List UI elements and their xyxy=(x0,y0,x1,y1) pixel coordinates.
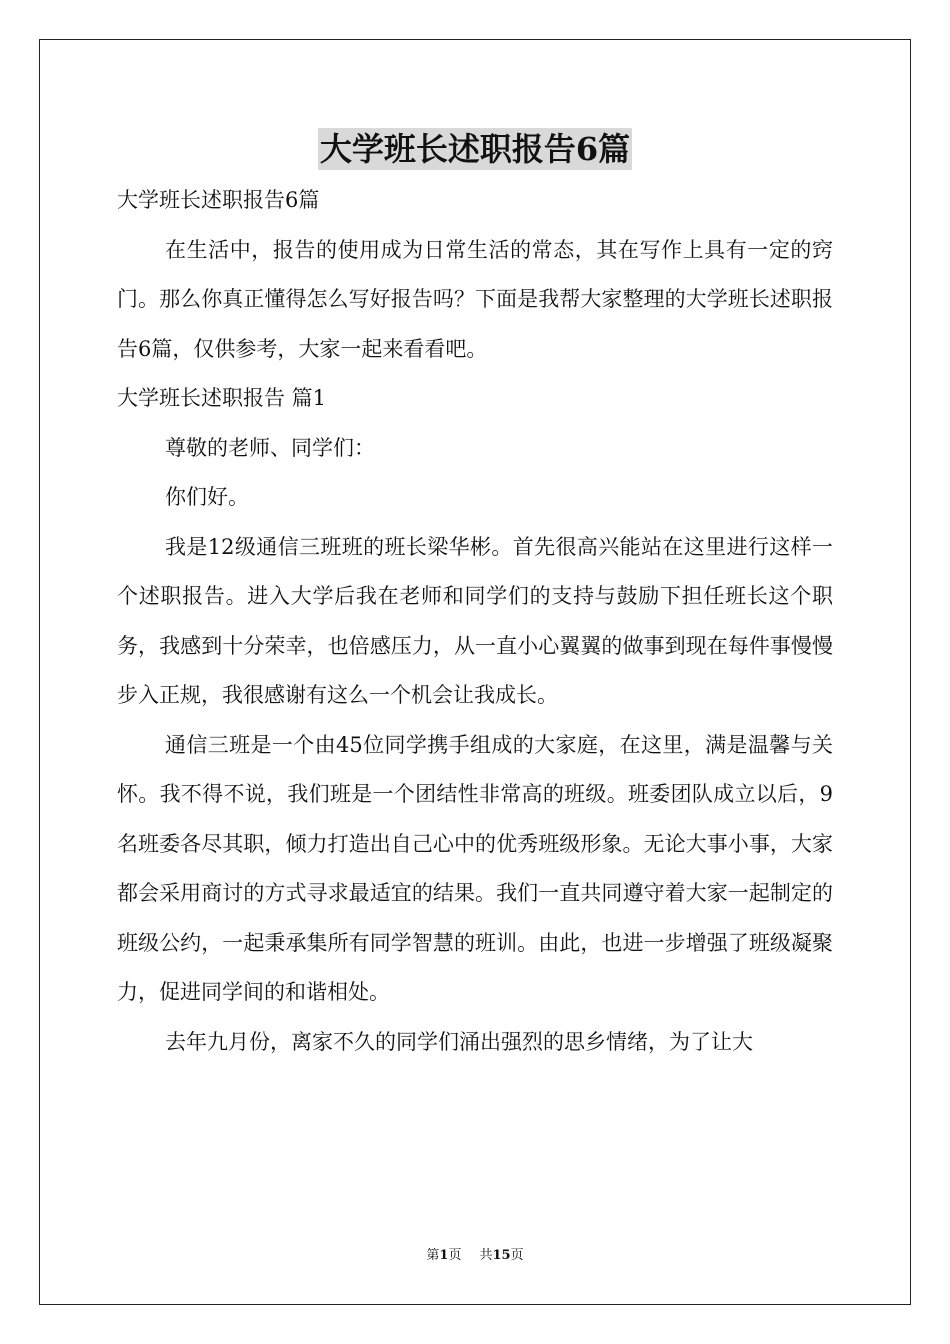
body-paragraph: 通信三班是一个由45位同学携手组成的大家庭，在这里，满是温馨与关怀。我不得不说，我们班是一个团结性非常高的班级。班委团队成立以后，9名班委各尽其职，倾力打造出自己心中的优秀班级形象。无论大事小事，大家都会采用商讨的方式寻求最适宜的结果。我们一直共同遵守着大家一起制定的班级公约，一起秉承集所有同学智慧的班训。由此，也进一步增强了班级凝聚力，促进同学间的和谐相处。 xyxy=(117,732,833,1004)
body-paragraph: 去年九月份，离家不久的同学们涌出强烈的思乡情绪，为了让大 xyxy=(165,1029,753,1054)
footer-total-prefix: 共 xyxy=(479,1248,493,1263)
footer-page-suffix: 页 xyxy=(448,1248,462,1263)
body-paragraph: 你们好。 xyxy=(165,485,249,509)
body-paragraph: 大学班长述职报告6篇 xyxy=(117,188,320,212)
document-body xyxy=(117,176,833,1067)
footer-page-total: 15 xyxy=(492,1248,511,1263)
body-paragraph: 尊敬的老师、同学们： xyxy=(165,435,375,460)
footer-total-suffix: 页 xyxy=(510,1248,524,1263)
page-footer xyxy=(0,1246,950,1266)
document-title: 大学班长述职报告6篇 xyxy=(319,130,631,168)
body-paragraph: 大学班长述职报告 篇1 xyxy=(117,386,327,410)
body-paragraph: 在生活中，报告的使用成为日常生活的常态，其在写作上具有一定的窍门。那么你真正懂得怎么写好报告吗？下面是我帮大家整理的大学班长述职报告6篇，仅供参考，大家一起来看看吧。 xyxy=(117,237,833,361)
body-paragraph: 我是12级通信三班班的班长梁华彬。首先很高兴能站在这里进行这样一个述职报告。进入大学后我在老师和同学们的支持与鼓励下担任班长这个职务，我感到十分荣幸，也倍感压力，从一直小心翼翼的做事到现在每件事慢慢步入正规，我很感谢有这么一个机会让我成长。 xyxy=(117,534,833,707)
title-wrap xyxy=(0,128,950,170)
footer-page-prefix: 第 xyxy=(426,1248,440,1263)
footer-page-current: 1 xyxy=(439,1248,449,1263)
